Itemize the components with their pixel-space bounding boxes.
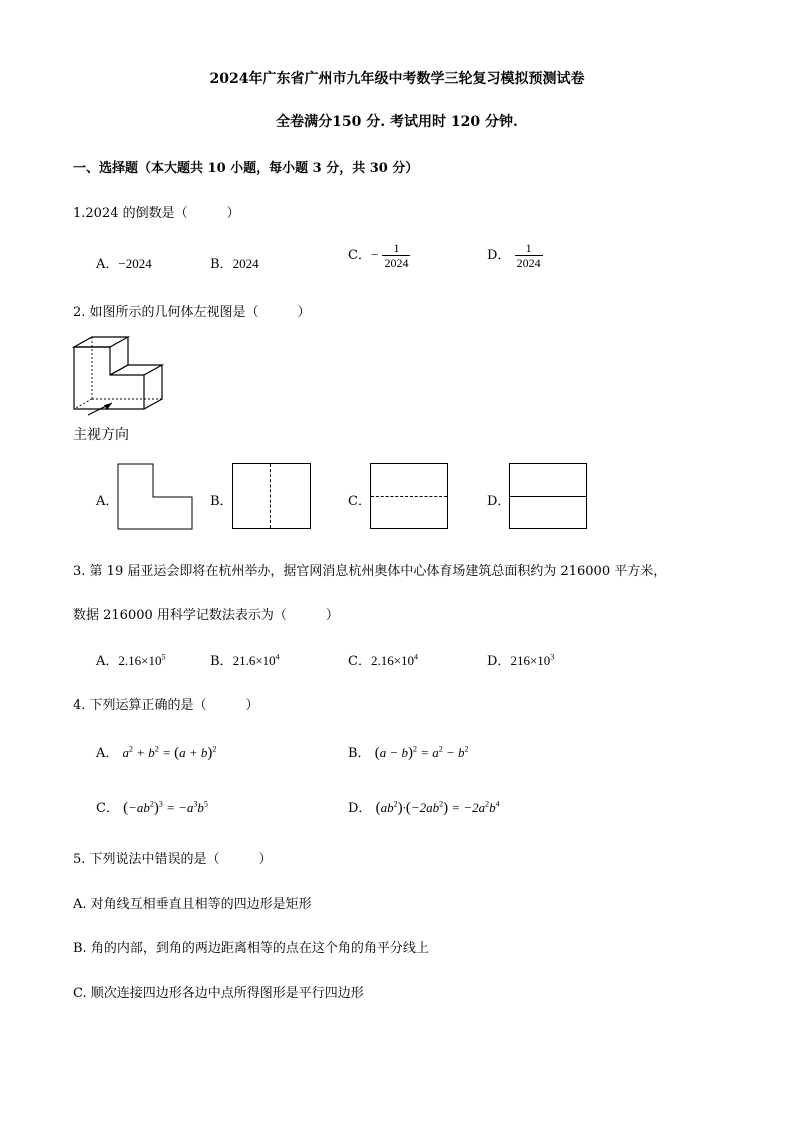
q2-option-a-figure <box>117 463 193 530</box>
question-4-stem: 4. 下列运算正确的是（ ） <box>73 698 259 713</box>
q2-option-b-figure <box>232 463 311 529</box>
q1-option-d-fraction <box>515 241 543 270</box>
q2-option-c-dashed-line <box>371 496 447 497</box>
q1-option-a-label: A． <box>96 257 119 272</box>
q1-option-c <box>348 241 410 270</box>
q4-option-c <box>96 797 208 817</box>
q1-option-a <box>96 253 152 272</box>
question-1-stem: 1.2024 的倒数是（ ） <box>73 206 240 221</box>
q4-option-a-label: A． <box>96 746 119 761</box>
q2-option-c-label: C． <box>348 494 371 509</box>
q3-option-a-exponent: 5 <box>161 652 166 662</box>
q2-option-b-dashed-line <box>270 464 271 528</box>
q3-option-b-label: B． <box>210 654 233 669</box>
q1-option-c-denominator: 2024 <box>384 256 409 270</box>
q3-option-a-mantissa: 2.16×10 <box>118 653 162 668</box>
q2-option-d-label: D． <box>487 494 511 509</box>
q3-option-d-mantissa: 216×10 <box>510 653 551 668</box>
solid-figure <box>70 335 170 417</box>
question-5-stem: 5. 下列说法中错误的是（ ） <box>73 852 272 867</box>
q2-option-b-label: B． <box>210 494 233 509</box>
q1-option-c-sign: − <box>370 247 379 262</box>
q1-option-b <box>210 253 259 272</box>
question-3-stem-line1: 3. 第 19 届亚运会即将在杭州举办，据官网消息杭州奥体中心体育场建筑总面积约为 216000 平方米， <box>73 564 667 579</box>
q3-option-d-exponent: 3 <box>550 652 555 662</box>
q1-option-a-value: −2024 <box>118 256 152 271</box>
q4-option-c-formula: $(-ab^2)^3 = -a^3b^5$ <box>123 799 208 816</box>
q5-option-a: A. 对角线互相垂直且相等的四边形是矩形 <box>73 897 312 912</box>
solid-top-face <box>74 337 128 347</box>
q1-option-c-fraction <box>382 241 410 270</box>
q2-option-d-solid-line <box>510 496 586 497</box>
q3-option-c-mantissa: 2.16×10 <box>370 653 415 668</box>
section-heading: 一、选择题（本大题共 10 小题，每小题 3 分，共 30 分） <box>73 161 419 176</box>
q1-option-d-denominator: 2024 <box>516 256 541 270</box>
solid-right-face <box>144 365 162 409</box>
q4-option-a-formula: $a^2 + b^2 = (a + b)^2$ <box>122 744 217 761</box>
q5-option-b: B. 角的内部，到角的两边距离相等的点在这个角的角平分线上 <box>73 941 429 956</box>
exam-title: 2024年广东省广州市九年级中考数学三轮复习模拟预测试卷 <box>209 71 585 87</box>
solid-step-edge <box>110 337 128 375</box>
q3-option-c-label: C． <box>348 654 371 669</box>
q5-option-c: C. 顺次连接四边形各边中点所得图形是平行四边形 <box>73 986 364 1001</box>
q3-option-c <box>348 650 418 669</box>
q2-option-a-label: A． <box>96 494 119 509</box>
q1-option-b-value: 2024 <box>232 256 259 271</box>
q4-option-b-formula: $(a - b)^2 = a^2 - b^2$ <box>374 744 469 761</box>
q4-option-c-label: C． <box>96 801 119 816</box>
q4-option-d <box>348 797 500 817</box>
figure-caption: 主视方向 <box>73 427 129 443</box>
q1-option-c-numerator: 1 <box>393 241 400 255</box>
q1-option-d <box>487 241 543 270</box>
q1-option-b-label: B． <box>210 257 233 272</box>
q1-option-d-label: D． <box>487 248 511 263</box>
q4-option-b-label: B． <box>348 746 371 761</box>
q3-option-b-exponent: 4 <box>275 652 280 662</box>
question-3-stem-line2: 数据 216000 用科学记数法表示为（ ） <box>73 608 339 623</box>
q4-option-a <box>96 742 216 762</box>
exam-subtitle: 全卷满分150 分. 考试用时 120 分钟. <box>276 114 518 130</box>
q3-option-a <box>96 650 165 669</box>
solid-lower-top <box>110 365 162 375</box>
q1-option-d-numerator: 1 <box>525 241 532 255</box>
q4-option-d-formula: $(ab^2)\cdot(-2ab^2) = -2a^2b^4$ <box>375 799 500 816</box>
q3-option-b <box>210 650 280 669</box>
q3-option-a-label: A． <box>96 654 119 669</box>
question-2-stem: 2. 如图所示的几何体左视图是（ ） <box>73 305 311 320</box>
q3-option-c-exponent: 4 <box>414 652 419 662</box>
solid-front-face <box>74 347 144 409</box>
q3-option-b-mantissa: 21.6×10 <box>232 653 276 668</box>
q4-option-b <box>348 742 469 762</box>
q4-option-d-label: D． <box>348 801 372 816</box>
q3-option-d-label: D． <box>487 654 511 669</box>
q3-option-d <box>487 650 554 669</box>
q1-option-c-label: C． <box>348 248 371 263</box>
